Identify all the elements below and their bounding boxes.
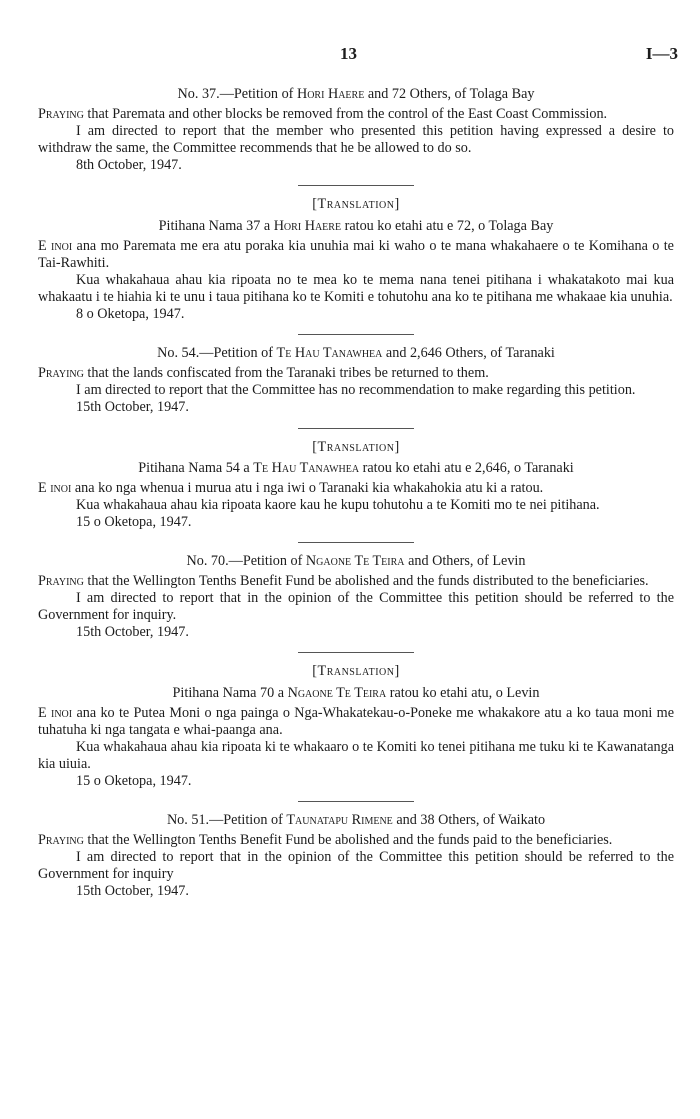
petition-date: 8th October, 1947.	[76, 157, 182, 174]
petition-report: I am directed to report that in the opinion of the Committee this petition should be referred to the Government for inquiry.	[38, 590, 674, 624]
translation-prayer-lead: E inoi	[38, 237, 73, 254]
petition-date: 15th October, 1947.	[76, 883, 189, 900]
translation-petitioner-name: Te Hau Tanawhea	[253, 459, 360, 476]
petitioner-name: Hori Haere	[296, 86, 365, 102]
petition-section	[38, 812, 674, 900]
translation-prayer	[38, 238, 674, 272]
translation-report: Kua whakahaua ahau kia ripoata kaore kau he kupu tohutohu a te Komiti mo te nei pitihana.	[76, 496, 600, 513]
translation-date: 15 o Oketopa, 1947.	[76, 773, 192, 789]
translation-label: [Translation]	[312, 196, 400, 213]
petition-title-prefix: No. 51.—Petition of	[166, 812, 287, 829]
petitioner-name: Ngaone Te Teira	[305, 552, 405, 569]
translation-prayer	[38, 480, 674, 497]
translation-title-prefix: Pitihana Nama 54 a	[138, 459, 254, 476]
petition-report: I am directed to report that the member who presented this petition having expressed a desire to withdraw the same, the Committee recommends that he be allowed to do so.	[38, 123, 674, 157]
translation-label: [Translation]	[312, 438, 400, 455]
prayer-lead: Praying	[38, 832, 84, 849]
divider	[298, 801, 414, 802]
petition-date: 15th October, 1947.	[76, 399, 189, 416]
translation-title	[38, 460, 674, 477]
translation-date: 15 o Oketopa, 1947.	[76, 513, 192, 530]
petition-title-suffix: and 2,646 Others, of Taranaki	[382, 345, 555, 362]
translation-title	[38, 218, 674, 235]
translation-prayer-lead: E inoi	[38, 479, 72, 496]
prayer-lead: Praying	[38, 106, 84, 123]
petition-title-suffix: and 72 Others, of Tolaga Bay	[364, 86, 535, 102]
divider	[298, 428, 414, 429]
petition-prayer	[38, 365, 674, 382]
translation-date: 8 o Oketopa, 1947.	[76, 306, 185, 323]
translation-prayer-text: ana ko nga whenua i murua atu i nga iwi o Taranaki kia whakahokia atu ki a ratou.	[71, 479, 544, 496]
petition-report: I am directed to report that in the opinion of the Committee this petition should be referred to the Government for inquiry	[38, 849, 674, 883]
divider	[298, 542, 414, 543]
page-header	[0, 44, 700, 68]
translation-petitioner-name: Hori Haere	[273, 217, 342, 234]
petition-title	[38, 553, 674, 570]
translation-prayer	[38, 705, 674, 739]
document-body	[38, 86, 674, 901]
petitioner-name: Taunatapu Rimene	[286, 812, 393, 829]
translation-title	[38, 685, 674, 702]
translation-title-suffix: ratou ko etahi atu, o Levin	[386, 684, 540, 701]
petition-section	[38, 345, 674, 531]
translation-prayer-lead: E inoi	[38, 704, 73, 721]
petition-prayer	[38, 573, 674, 590]
petition-title	[38, 812, 674, 829]
petitioner-name: Te Hau Tanawhea	[276, 345, 383, 362]
translation-title-suffix: ratou ko etahi atu e 2,646, o Taranaki	[359, 459, 574, 476]
petition-title-suffix: and Others, of Levin	[404, 552, 526, 569]
petition-section	[38, 86, 674, 323]
petition-date: 15th October, 1947.	[76, 624, 189, 641]
petition-title	[38, 86, 674, 103]
petition-title-prefix: No. 54.—Petition of	[157, 345, 277, 362]
prayer-text: that the Wellington Tenths Benefit Fund be abolished and the funds distributed to the beneficiaries.	[83, 573, 649, 590]
prayer-lead: Praying	[38, 573, 84, 590]
translation-title-prefix: Pitihana Nama 70 a	[172, 684, 288, 701]
petition-title-suffix: and 38 Others, of Waikato	[392, 812, 546, 829]
translation-prayer-text: ana mo Paremata me era atu poraka kia unuhia mai ki waho o te mana whakahaere o te Komihana o te Tai-Rawhiti.	[38, 237, 674, 271]
translation-report: Kua whakahaua ahau kia ripoata ki te whakaaro o te Komiti ko tenei pitihana me tuku ki te Kawanatanga kia uiuia.	[38, 738, 674, 772]
petition-section	[38, 553, 674, 790]
petition-prayer	[38, 832, 674, 849]
translation-report: Kua whakahaua ahau kia ripoata no te mea ko te mema nana tenei pitihana i whakatakoto mai kua whakaatu i te hiahia ki te unu i taua pitihana ko te Komiti e tohutohu ana ko te pitihana me whakaae kia unuhia.	[38, 271, 674, 305]
translation-petitioner-name: Ngaone Te Teira	[287, 684, 387, 701]
document-code: I—3	[645, 44, 678, 63]
divider	[298, 185, 414, 186]
translation-title-suffix: ratou ko etahi atu e 72, o Tolaga Bay	[341, 217, 554, 234]
divider	[298, 652, 414, 653]
petition-title-prefix: No. 70.—Petition of	[186, 552, 306, 569]
petition-title-prefix: No. 37.—Petition of	[177, 86, 297, 102]
petition-title	[38, 345, 674, 362]
page-number: 13	[340, 44, 357, 63]
prayer-lead: Praying	[38, 365, 84, 382]
translation-label: [Translation]	[312, 663, 400, 680]
prayer-text: that the lands confiscated from the Taranaki tribes be returned to them.	[83, 365, 489, 382]
translation-title-prefix: Pitihana Nama 37 a	[158, 217, 274, 234]
petition-prayer	[38, 106, 674, 123]
prayer-text: that the Wellington Tenths Benefit Fund be abolished and the funds paid to the beneficiaries.	[83, 832, 613, 849]
divider	[298, 334, 414, 335]
petition-report: I am directed to report that the Committee has no recommendation to make regarding this petition.	[76, 382, 636, 399]
prayer-text: that Paremata and other blocks be removed from the control of the East Coast Commission.	[83, 106, 608, 123]
translation-prayer-text: ana ko te Putea Moni o nga painga o Nga-Whakatekau-o-Poneke me whakakore atu a ko taua moni me tuhatuha ki nga tangata e whai-paanga ana.	[38, 704, 674, 738]
